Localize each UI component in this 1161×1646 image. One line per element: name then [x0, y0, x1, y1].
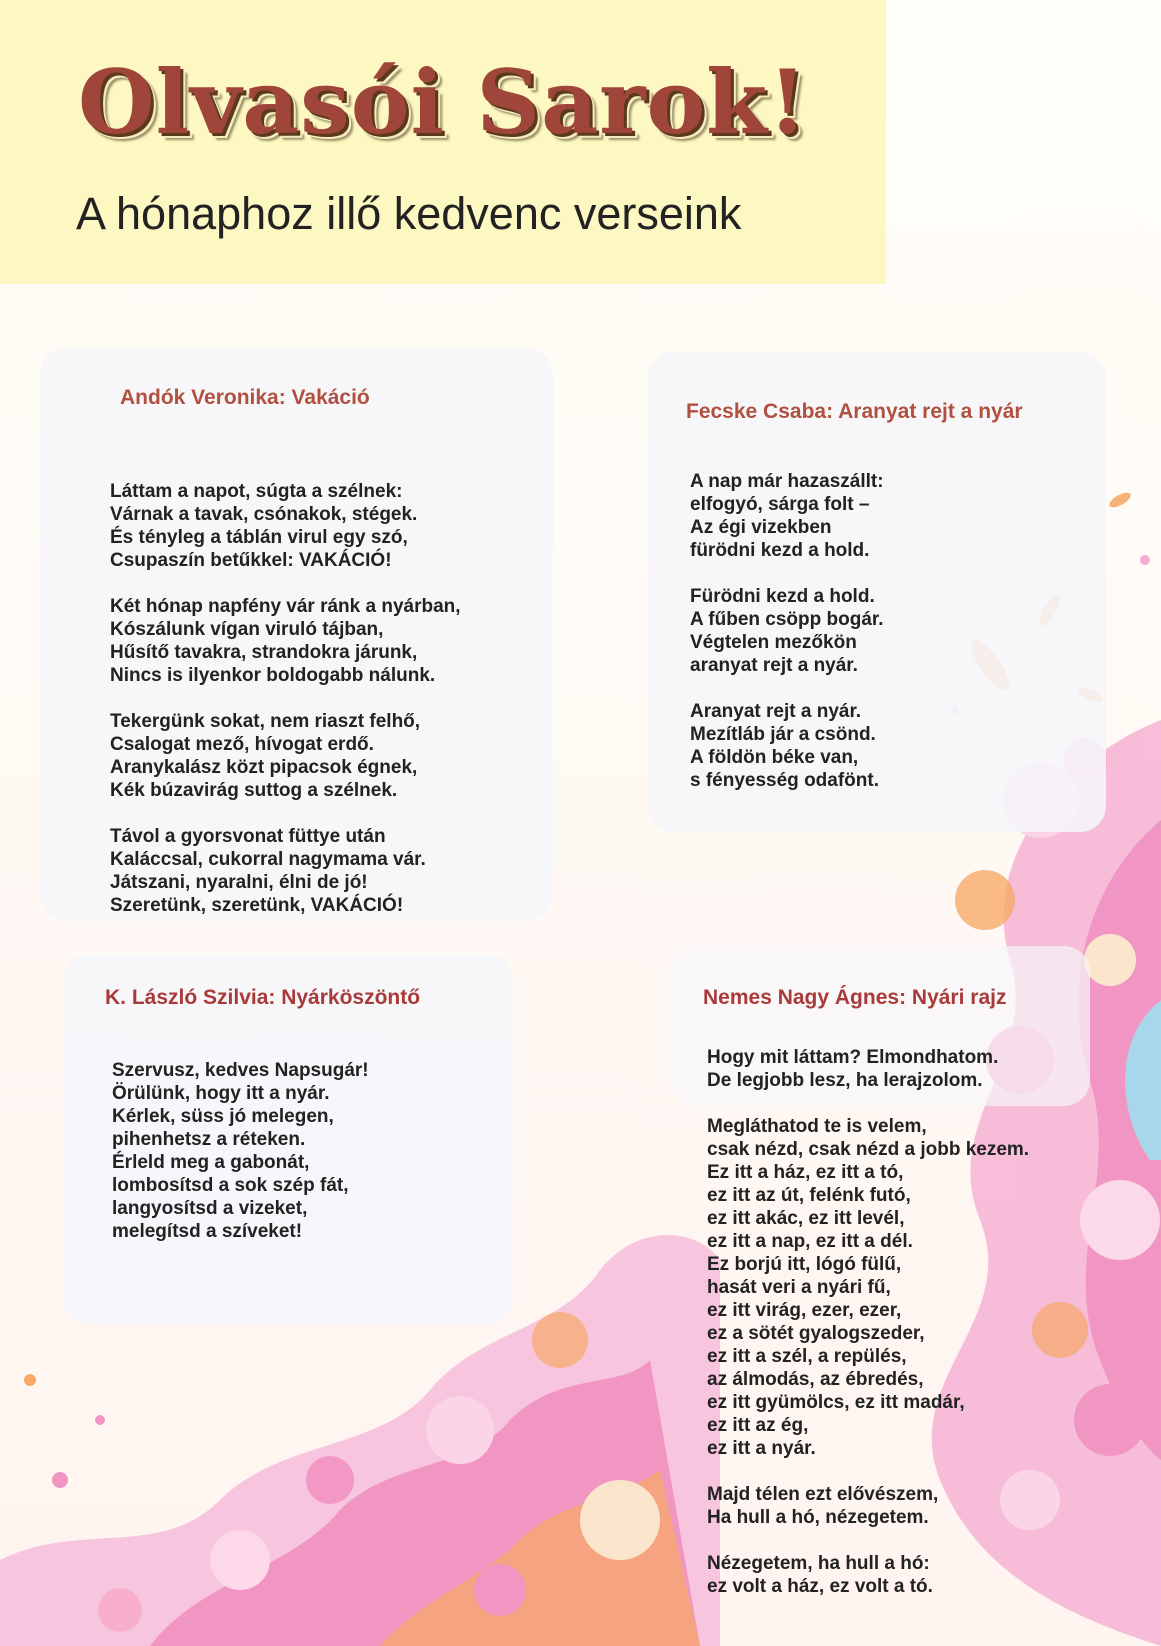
- poem-line: Örülünk, hogy itt a nyár.: [112, 1083, 330, 1104]
- poem-line: Kérlek, süss jó melegen,: [112, 1106, 334, 1127]
- poem-line: s fényesség odafönt.: [690, 770, 879, 791]
- poem-line: ez itt akác, ez itt levél,: [707, 1208, 905, 1229]
- poem-line: Szervusz, kedves Napsugár!: [112, 1060, 369, 1081]
- poem-line: az álmodás, az ébredés,: [707, 1369, 924, 1390]
- poem-line: ez itt gyümölcs, ez itt madár,: [707, 1392, 965, 1413]
- poem-line: Csalogat mező, hívogat erdő.: [110, 734, 374, 755]
- poem-line: Nézegetem, ha hull a hó:: [707, 1553, 930, 1574]
- poem-line: Az égi vizekben: [690, 517, 832, 538]
- poem-line: Kék búzavirág suttog a szélnek.: [110, 780, 398, 801]
- stanza: [690, 585, 884, 677]
- poem-line: Játszani, nyaralni, élni de jó!: [110, 872, 368, 893]
- poem-line: Mezítláb jár a csönd.: [690, 724, 876, 745]
- poem-line: Kaláccsal, cukorral nagymama vár.: [110, 849, 426, 870]
- poem-line: langyosítsd a vizeket,: [112, 1198, 308, 1219]
- poem-line: Szeretünk, szeretünk, VAKÁCIÓ!: [110, 895, 404, 916]
- poem-body: [690, 470, 884, 792]
- poem-title: Nemes Nagy Ágnes: Nyári rajz: [703, 986, 1007, 1009]
- poem-line: Nincs is ilyenkor boldogabb nálunk.: [110, 665, 436, 686]
- poem-line: aranyat rejt a nyár.: [690, 655, 858, 676]
- poem-line: Aranyat rejt a nyár.: [690, 701, 862, 722]
- poem-line: A nap már hazaszállt:: [690, 471, 884, 492]
- page-title: Olvasói Sarok!: [78, 50, 808, 154]
- stanza: [707, 1046, 1029, 1092]
- poem-body: [707, 1046, 1029, 1598]
- poem-body: [110, 480, 461, 917]
- poem-line: ez a sötét gyalogszeder,: [707, 1323, 925, 1344]
- stanza: [110, 595, 461, 687]
- poem-body: [112, 1059, 369, 1243]
- stanza: [110, 710, 461, 802]
- poem-line: Fürödni kezd a hold.: [690, 586, 875, 607]
- poem-line: Végtelen mezőkön: [690, 632, 857, 653]
- poem-line: elfogyó, sárga folt –: [690, 494, 870, 515]
- poem-line: Várnak a tavak, csónakok, stégek.: [110, 504, 418, 525]
- poem-line: lombosítsd a sok szép fát,: [112, 1175, 349, 1196]
- stanza: [690, 700, 884, 792]
- stanza: [110, 480, 461, 572]
- stanza: [112, 1059, 369, 1243]
- poem-line: hasát veri a nyári fű,: [707, 1277, 891, 1298]
- poem-line: Hogy mit láttam? Elmondhatom.: [707, 1047, 999, 1068]
- poem-line: A fűben csöpp bogár.: [690, 609, 884, 630]
- poem-line: Hűsítő tavakra, strandokra járunk,: [110, 642, 418, 663]
- header-banner: [0, 0, 886, 284]
- poem-title: Andók Veronika: Vakáció: [120, 386, 370, 409]
- poem-line: A földön béke van,: [690, 747, 859, 768]
- poem-line: Kószálunk vígan viruló tájban,: [110, 619, 384, 640]
- poem-line: De legjobb lesz, ha lerajzolom.: [707, 1070, 983, 1091]
- poem-line: melegítsd a szíveket!: [112, 1221, 303, 1242]
- poem-line: ez volt a ház, ez volt a tó.: [707, 1576, 933, 1597]
- poem-line: Érleld meg a gabonát,: [112, 1152, 310, 1173]
- poem-line: ez itt az ég,: [707, 1415, 809, 1436]
- poem-line: Ha hull a hó, nézegetem.: [707, 1507, 929, 1528]
- poem-line: Majd télen ezt elővészem,: [707, 1484, 939, 1505]
- poem-line: Ez borjú itt, lógó fülű,: [707, 1254, 902, 1275]
- page-subtitle: A hónaphoz illő kedvenc verseink: [76, 188, 742, 239]
- poem-line: Két hónap napfény vár ránk a nyárban,: [110, 596, 461, 617]
- stanza: [707, 1552, 1029, 1598]
- poem-line: ez itt virág, ezer, ezer,: [707, 1300, 902, 1321]
- poem-line: fürödni kezd a hold.: [690, 540, 870, 561]
- poem-line: Láttam a napot, súgta a szélnek:: [110, 481, 403, 502]
- poem-title: K. László Szilvia: Nyárköszöntő: [105, 986, 421, 1009]
- poem-line: Tekergünk sokat, nem riaszt felhő,: [110, 711, 421, 732]
- poem-title: Fecske Csaba: Aranyat rejt a nyár: [686, 400, 1023, 423]
- poem-line: Csupaszín betűkkel: VAKÁCIÓ!: [110, 550, 392, 571]
- poem-line: ez itt a nap, ez itt a dél.: [707, 1231, 913, 1252]
- poem-line: csak nézd, csak nézd a jobb kezem.: [707, 1139, 1030, 1160]
- stanza: [707, 1115, 1029, 1460]
- stanza: [110, 825, 461, 917]
- stanza: [690, 470, 884, 562]
- poem-line: Aranykalász közt pipacsok égnek,: [110, 757, 418, 778]
- poem-line: ez itt az út, felénk futó,: [707, 1185, 911, 1206]
- poem-line: ez itt a nyár.: [707, 1438, 816, 1459]
- poem-line: Távol a gyorsvonat füttye után: [110, 826, 386, 847]
- poem-line: És tényleg a táblán virul egy szó,: [110, 527, 408, 548]
- stanza: [707, 1483, 1029, 1529]
- poem-line: Ez itt a ház, ez itt a tó,: [707, 1162, 904, 1183]
- poem-line: ez itt a szél, a repülés,: [707, 1346, 907, 1367]
- poem-line: Megláthatod te is velem,: [707, 1116, 927, 1137]
- poem-line: pihenhetsz a réteken.: [112, 1129, 306, 1150]
